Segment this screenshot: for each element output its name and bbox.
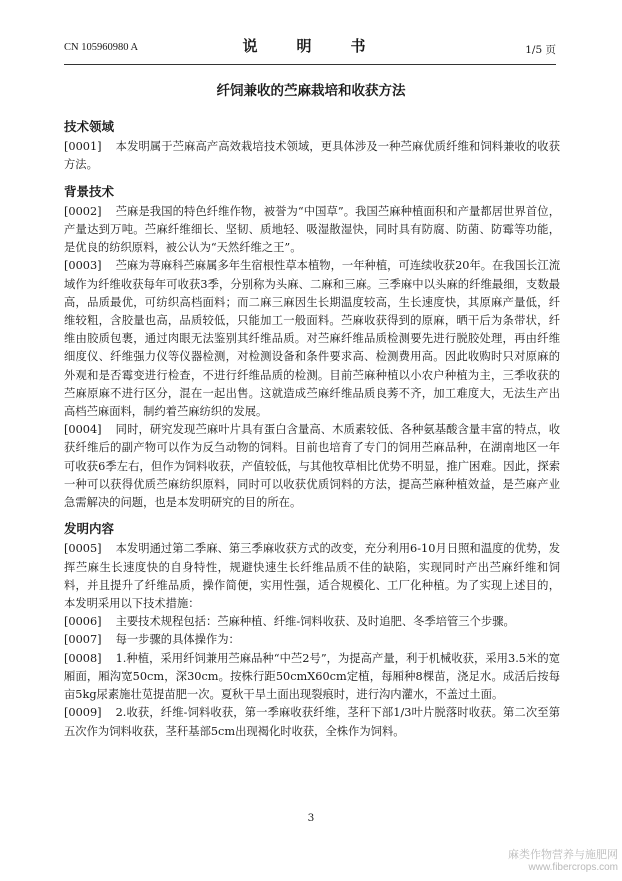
paragraph	[64, 257, 560, 421]
paragraph-text: 每一步骤的具体操作为：	[115, 633, 240, 647]
paragraph-text: 同时，研究发现苎麻叶片具有蛋白含量高、木质素较低、各种氨基酸含量丰富的特点，收获纤维后的副产物可以作为反刍动物的饲料。目前也培育了专门的饲用苎麻品种，在湖南地区一年可收获6季左右，但作为饲料收获，产值较低，与其他牧草相比优势不明显，推广困难。因此，探索一种可以获得优质苎麻纺织原料，同时可以收获优质饲料的方法，提高苎麻种植效益，是苎麻产业急需解决的问题，也是本发明研究的目的所在。	[64, 423, 560, 510]
page-header	[64, 32, 556, 65]
paragraph	[64, 138, 560, 174]
paragraph-number: [0003]	[64, 259, 102, 273]
section-heading: 背景技术	[64, 183, 115, 199]
document-title: 纤饲兼收的苎麻栽培和收获方法	[216, 83, 406, 99]
paragraph-number: [0002]	[64, 204, 102, 218]
page-indicator: 1/5 页	[525, 44, 556, 56]
paragraph-number: [0004]	[64, 423, 102, 437]
watermark-url: www.fibercrops.com	[528, 862, 618, 873]
paragraph	[64, 631, 560, 649]
paragraph-number: [0001]	[64, 140, 102, 154]
section-heading: 技术领域	[64, 119, 115, 134]
paragraph-text: 苎麻为荨麻科苎麻属多年生宿根性草本植物，一年种植，可连续收获20年。在我国长江流域作为纤维收获每年可收获3季，分别称为头麻、二麻和三麻。三季麻中以头麻的纤维最细，支数最高，品质最优，可纺织高档面料；而二麻三麻因生长期温度较高，生长速度快，其原麻产量低，纤维较粗，含胶量也高，品质较低，只能加工一般面料。苎麻收获得到的原麻，晒干后为条带状，纤维由胶质包裹，通过肉眼无法鉴别其纤维品质。对苎麻纤维品质检测要先进行脱胶处理，再由纤维细度仪、纤维强力仪等仪器检测，对检测设备和条件要求高、检测费用高。因此收购时只对原麻的外观和是否霉变进行检查，不进行纤维品质的检测。目前苎麻种植以小农户种植为主，三季收获的苎麻原麻不进行区分，混在一起出售。这就造成苎麻纤维品质良莠不齐，加工难度大，无法生产出高档苎麻面料，制约着苎麻纺织的发展。	[64, 259, 560, 419]
paragraph-text: 主要技术规程包括：苎麻种植、纤维-饲料收获、及时追肥、冬季培管三个步骤。	[115, 615, 515, 629]
paragraph	[64, 421, 560, 512]
publication-number: CN 105960980 A	[64, 42, 139, 53]
paragraph-number: [0009]	[64, 706, 102, 720]
paragraph-text: 苎麻是我国的特色纤维作物，被誉为“中国草”。我国苎麻种植面积和产量都居世界首位，产量达到万吨。苎麻纤维细长、坚韧、质地轻、吸湿散湿快，同时具有防腐、防菌、防霉等功能，是优良的纺织原料，被公认为“天然纤维之王”。	[64, 204, 560, 255]
paragraph	[64, 540, 560, 613]
paragraph-number: [0005]	[64, 542, 102, 556]
paragraph-text: 1.种植，采用纤饲兼用苎麻品种“中苎2号”，为提高产量，利于机械收获，采用3.5米的宽厢面，厢沟宽50cm，深30cm。按株行距50cmX60cm定植，每厢种8棵苗，浇足水。成活后按每亩5kg尿素施壮苋提苗肥一次。夏秋干旱土面出现裂痕时，进行沟内灌水，不盖过土面。	[64, 651, 560, 702]
paragraph-number: [0006]	[64, 615, 102, 629]
paragraph-number: [0008]	[64, 651, 102, 665]
document-body	[64, 118, 560, 741]
paragraph-text: 本发明通过第二季麻、第三季麻收获方式的改变，充分利用6-10月日照和温度的优势，发挥苎麻生长速度快的自身特性，规避快速生长纤维品质不佳的缺陷，实现同时产出苎麻纤维和饲料，并且提升了纤维品质，操作简便，实用性强，适合规模化、工厂化种植。为了实现上述目的，本发明采用以下技术措施：	[64, 542, 560, 611]
paragraph-text: 本发明属于苎麻高产高效栽培技术领域，更具体涉及一种苎麻优质纤维和饲料兼收的收获方法。	[64, 140, 560, 172]
paragraph	[64, 650, 560, 705]
section-heading: 发明内容	[64, 521, 115, 537]
paragraph	[64, 704, 560, 740]
page-footer-number: 3	[307, 812, 315, 824]
paragraph	[64, 613, 560, 631]
header-title: 说 明 书	[242, 37, 378, 55]
paragraph	[64, 203, 560, 258]
paragraph-text: 2.收获，纤维-饲料收获，第一季麻收获纤维，茎秆下部1/3叶片脱落时收获。第二次至第五次作为饲料收获，茎秆基部5cm出现褐化时收获，全株作为饲料。	[64, 706, 560, 738]
paragraph-number: [0007]	[64, 633, 102, 647]
watermark	[508, 846, 618, 873]
watermark-title: 麻类作物营养与施肥网	[508, 848, 618, 861]
